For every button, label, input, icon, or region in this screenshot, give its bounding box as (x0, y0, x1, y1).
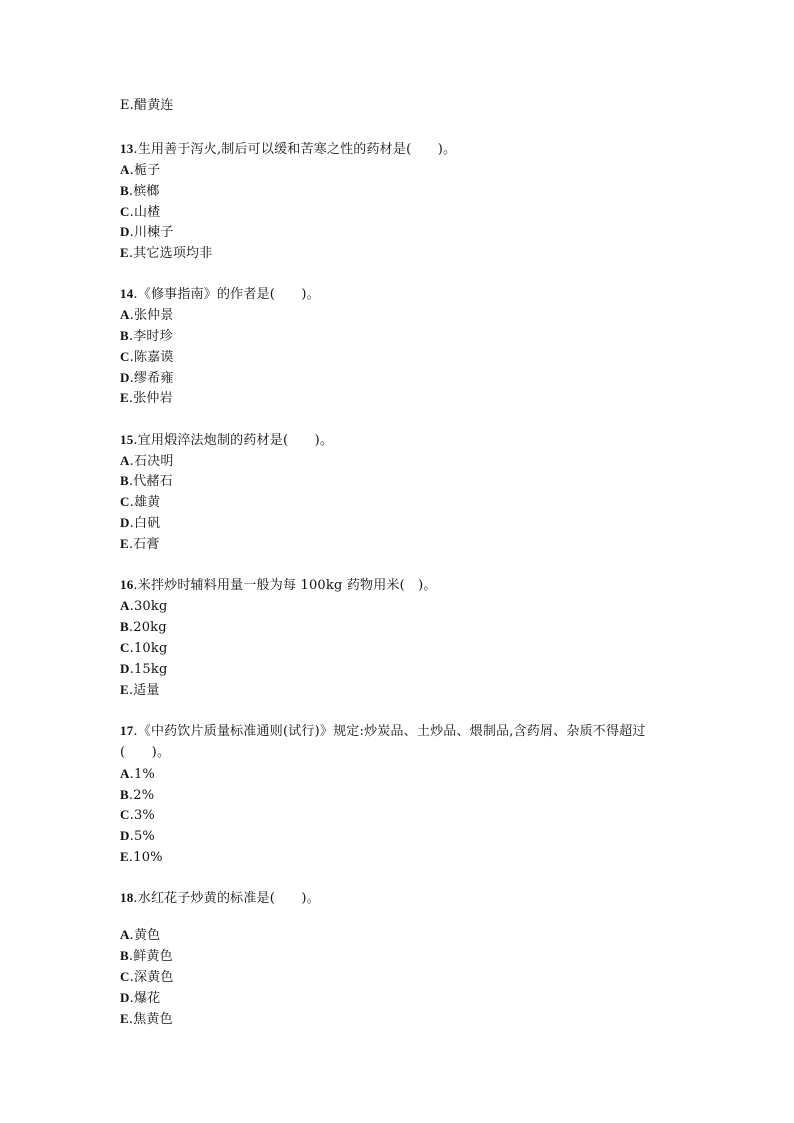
option-letter: B (120, 328, 129, 343)
option: E.张仲岩 (120, 390, 173, 406)
option-text: 深黄色 (133, 970, 174, 985)
option: A.1% (120, 766, 155, 782)
option: A.黄色 (120, 927, 161, 943)
option: E.10% (120, 849, 163, 865)
option: B.20kg (120, 619, 167, 635)
option-letter: A (120, 766, 130, 781)
question-stem: 17.《中药饮片质量标准通则(试行)》规定:炒炭品、土炒品、煨制品,含药屑、杂质不得超过 (120, 723, 646, 739)
question-stem: 15.宜用煅淬法炮制的药材是( )。 (120, 432, 334, 448)
option-letter: B (120, 948, 129, 963)
option-letter: C (120, 640, 130, 655)
option: A.张仲景 (120, 307, 174, 323)
option-text: 焦黄色 (133, 1012, 173, 1027)
option: E.石膏 (120, 536, 160, 552)
option: E.其它选项均非 (120, 245, 213, 261)
option-text: 张仲岩 (133, 391, 173, 406)
option: D.缪希雍 (120, 370, 174, 386)
option-text: 适量 (133, 683, 160, 698)
option-text: 黄色 (133, 928, 161, 943)
option-letter: D (120, 224, 130, 239)
option-text: 其它选项均非 (133, 246, 213, 261)
option-letter: E (120, 1011, 129, 1026)
question-text: 《修事指南》的作者是( )。 (137, 287, 320, 302)
option-letter: E (120, 245, 129, 260)
question-stem: 16.米拌炒时辅料用量一般为每 100kg 药物用米( )。 (120, 577, 437, 593)
option-text: 张仲景 (133, 308, 174, 323)
option-letter: E (120, 390, 129, 405)
option-letter: C (120, 969, 130, 984)
question-stem: 18.水红花子炒黄的标准是( )。 (120, 890, 320, 906)
option-letter: B (120, 787, 129, 802)
option: B.代赭石 (120, 473, 173, 489)
option-text: 30kg (133, 599, 168, 614)
option-text: 鲜黄色 (133, 949, 173, 964)
question-text: 《中药饮片质量标准通则(试行)》规定:炒炭品、土炒品、煨制品,含药屑、杂质不得超过 (137, 724, 646, 739)
option-text: 石膏 (133, 537, 160, 552)
option: D.爆花 (120, 990, 161, 1006)
option-text: 栀子 (133, 163, 161, 178)
option-letter: A (120, 307, 130, 322)
option: A.栀子 (120, 162, 161, 178)
option-text: 陈嘉谟 (133, 350, 174, 365)
option-text: 代赭石 (133, 474, 173, 489)
option-text: 1% (133, 767, 155, 782)
option: E.适量 (120, 682, 160, 698)
option: C.3% (120, 807, 155, 823)
option-text: 20kg (133, 620, 167, 635)
option-letter: C (120, 349, 130, 364)
option-letter: A (120, 927, 130, 942)
question-number: 18 (120, 890, 134, 905)
leading-option: E.醋黄连 (120, 98, 174, 113)
option-letter: A (120, 453, 130, 468)
option-text: 15kg (133, 662, 168, 677)
option: B.槟榔 (120, 183, 160, 199)
option-text: 爆花 (133, 991, 161, 1006)
option-text: 10kg (133, 641, 168, 656)
option-letter: D (120, 661, 130, 676)
option-text: 5% (133, 829, 155, 844)
option-text: 3% (133, 808, 155, 823)
option: D.15kg (120, 661, 168, 677)
question-number: 15 (120, 432, 134, 447)
question-stem: 13.生用善于泻火,制后可以缓和苦寒之性的药材是( )。 (120, 141, 457, 157)
option: C.深黄色 (120, 969, 174, 985)
question-text: 米拌炒时辅料用量一般为每 100kg 药物用米( )。 (137, 578, 437, 593)
option: B.2% (120, 787, 155, 803)
option-letter: E (120, 849, 129, 864)
option: C.10kg (120, 640, 168, 656)
option-letter: E (120, 682, 129, 697)
option: B.李时珍 (120, 328, 173, 344)
question-stem-continuation: ( )。 (120, 745, 171, 760)
option-letter: A (120, 162, 130, 177)
question-number: 16 (120, 577, 134, 592)
option: C.山楂 (120, 204, 161, 220)
question-number: 13 (120, 141, 134, 156)
option: A.30kg (120, 598, 168, 614)
option: B.鲜黄色 (120, 948, 173, 964)
option-letter: B (120, 619, 129, 634)
option: A.石决明 (120, 453, 174, 469)
option: E.焦黄色 (120, 1011, 173, 1027)
option-letter: D (120, 990, 130, 1005)
option: C.雄黄 (120, 494, 161, 510)
option-letter: B (120, 183, 129, 198)
option-letter: D (120, 370, 130, 385)
option-text: 槟榔 (133, 184, 160, 199)
option-text: 10% (133, 850, 163, 865)
option-text: 2% (133, 788, 155, 803)
option: D.川楝子 (120, 224, 174, 240)
option: C.陈嘉谟 (120, 349, 174, 365)
option-letter: D (120, 828, 130, 843)
option-letter: D (120, 515, 130, 530)
option-text: 缪希雍 (133, 371, 174, 386)
option-letter: E (120, 536, 129, 551)
option-text: 山楂 (133, 205, 161, 220)
option: D.5% (120, 828, 155, 844)
option-text: 石决明 (133, 454, 174, 469)
question-text: 宜用煅淬法炮制的药材是( )。 (137, 433, 334, 448)
option: D.白矾 (120, 515, 161, 531)
option-text: 雄黄 (133, 495, 161, 510)
option-letter: A (120, 598, 130, 613)
option-text: 川楝子 (133, 225, 174, 240)
question-text: 水红花子炒黄的标准是( )。 (137, 891, 320, 906)
option-letter: C (120, 807, 130, 822)
option-text: 李时珍 (133, 329, 173, 344)
question-number: 14 (120, 286, 134, 301)
option-letter: B (120, 473, 129, 488)
question-number: 17 (120, 723, 134, 738)
question-stem: 14.《修事指南》的作者是( )。 (120, 286, 320, 302)
option-letter: C (120, 204, 130, 219)
option-text: 白矾 (133, 516, 161, 531)
option-letter: C (120, 494, 130, 509)
question-text: 生用善于泻火,制后可以缓和苦寒之性的药材是( )。 (137, 142, 457, 157)
